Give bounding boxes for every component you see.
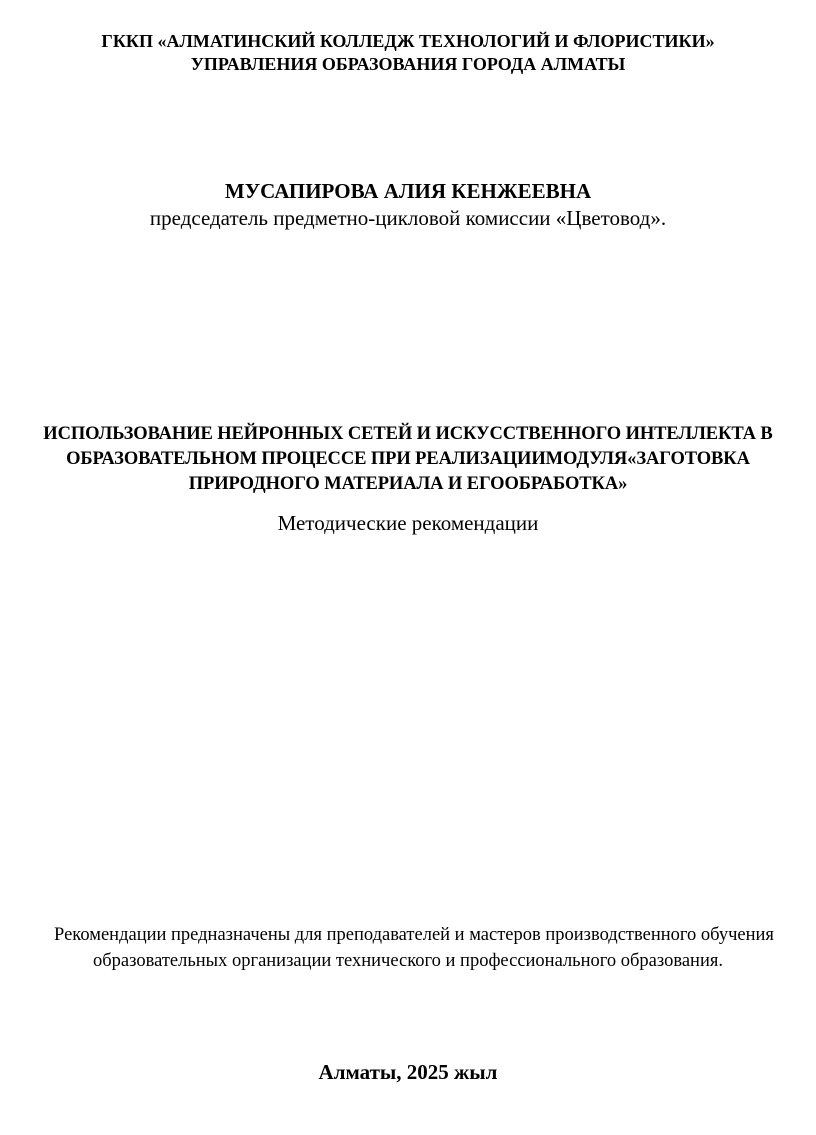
author-name: МУСАПИРОВА АЛИЯ КЕНЖЕЕВНА: [224, 179, 592, 203]
place-year: Алматы, 2025 жыл: [318, 1060, 498, 1084]
document-title-line-3: ПРИРОДНОГО МАТЕРИАЛА И ЕГООБРАБОТКА»: [188, 474, 628, 494]
organization-line-2: УПРАВЛЕНИЯ ОБРАЗОВАНИЯ ГОРОДА АЛМАТЫ: [190, 54, 626, 74]
document-subtitle: Методические рекомендации: [277, 511, 539, 535]
audience-note-line-2: образовательных организации технического и профессионального образования.: [93, 951, 723, 971]
audience-note-line-1: Рекомендации предназначены для преподавателей и мастеров производственного обучения: [54, 925, 774, 945]
document-title-line-2: ОБРАЗОВАТЕЛЬНОМ ПРОЦЕССЕ ПРИ РЕАЛИЗАЦИИМОДУЛЯ«ЗАГОТОВКА: [66, 449, 750, 469]
author-role: председатель предметно-цикловой комиссии «Цветовод».: [149, 206, 667, 230]
document-title-line-1: ИСПОЛЬЗОВАНИЕ НЕЙРОННЫХ СЕТЕЙ И ИСКУССТВЕННОГО ИНТЕЛЛЕКТА В: [43, 424, 773, 444]
organization-line-1: ГККП «АЛМАТИНСКИЙ КОЛЛЕДЖ ТЕХНОЛОГИЙ И ФЛОРИСТИКИ»: [101, 31, 715, 51]
